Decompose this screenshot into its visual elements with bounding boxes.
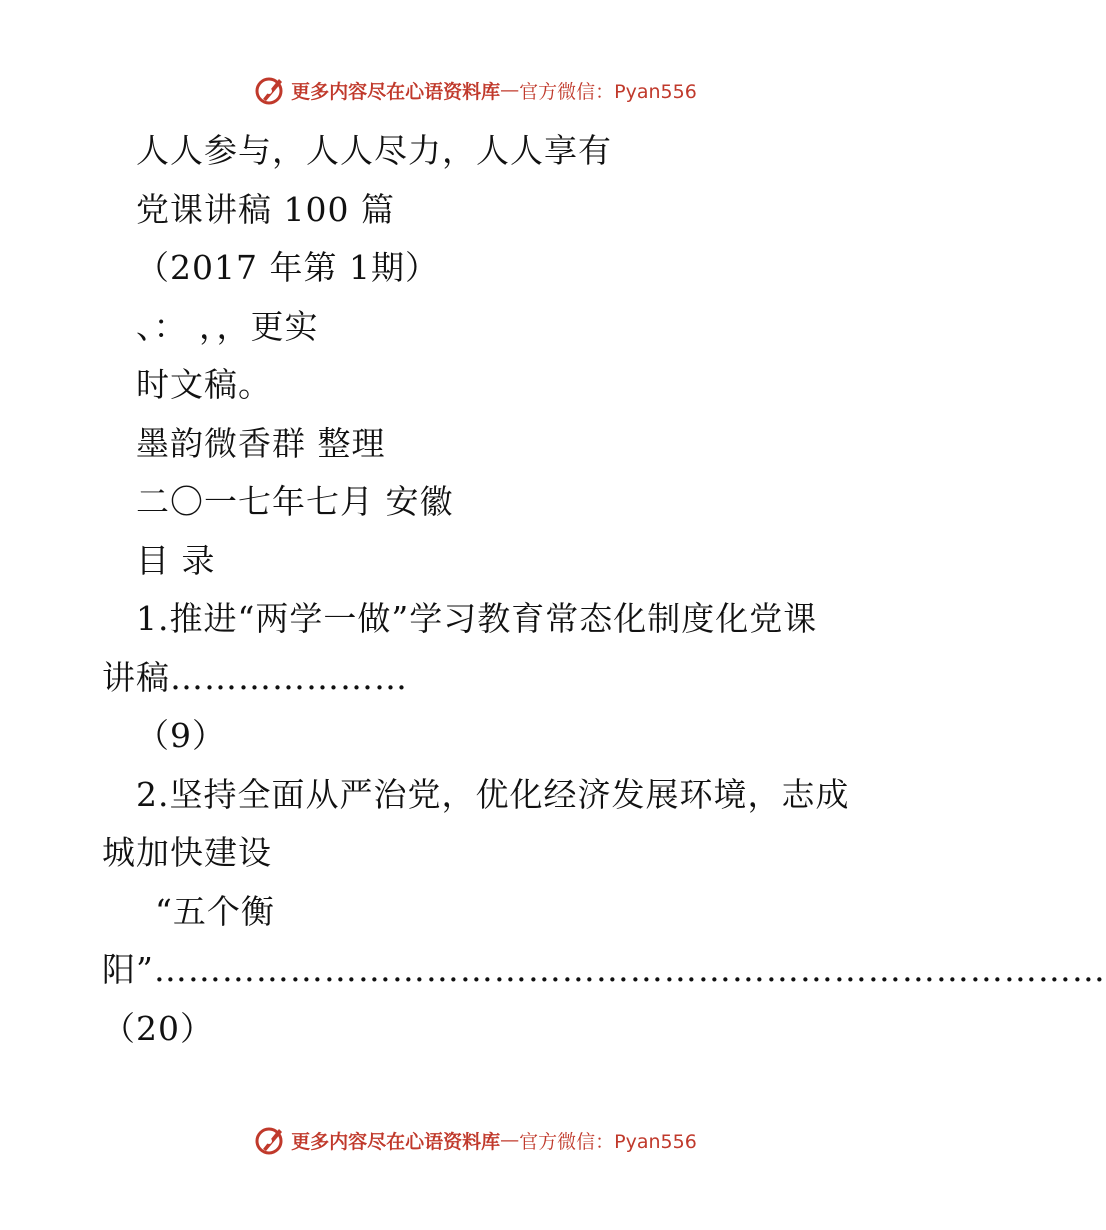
document-body	[100, 122, 1106, 1058]
toc-item-2-quote: “五个衡	[155, 891, 275, 931]
toc-item-1-continued: 讲稿…………………	[102, 657, 408, 697]
doc-line-2: 党课讲稿 100 篇	[136, 189, 395, 229]
doc-line-7: 二〇一七年七月 安徽	[136, 482, 454, 521]
footer-banner	[0, 1120, 950, 1160]
toc-item-1: 1.推进“两学一做”学习教育常态化制度化党课	[136, 599, 818, 638]
toc-heading: 目 录	[136, 540, 216, 580]
banner-wechat: 官方微信：Pyan556	[519, 1130, 697, 1153]
banner-separator: —	[500, 1129, 520, 1151]
toc-item-2-continued: 城加快建设	[102, 833, 272, 872]
toc-item-2: 2.坚持全面从严治党，优化经济发展环境，志成	[136, 774, 850, 814]
doc-line-6: 墨韵微香群 整理	[136, 423, 386, 463]
banner-title: 更多内容尽在心语资料库	[291, 80, 501, 103]
doc-line-3: （2017 年第 1期）	[136, 248, 439, 287]
toc-item-1-page: （9）	[136, 716, 226, 755]
quill-logo-icon	[253, 1123, 287, 1157]
doc-line-5: 时文稿。	[136, 365, 272, 404]
toc-item-2-page: （20）	[102, 1008, 214, 1048]
quill-logo-icon	[253, 73, 287, 107]
banner-title: 更多内容尽在心语资料库	[291, 1130, 501, 1153]
header-banner	[0, 70, 950, 110]
banner-wechat: 官方微信：Pyan556	[519, 80, 697, 103]
doc-line-1: 人人参与，人人尽力，人人享有	[136, 131, 612, 170]
toc-item-2-leader: 阳”…………………………………………………………………………	[102, 950, 1106, 989]
banner-separator: —	[500, 79, 520, 101]
doc-line-4: 、： ，，更实	[136, 306, 319, 346]
